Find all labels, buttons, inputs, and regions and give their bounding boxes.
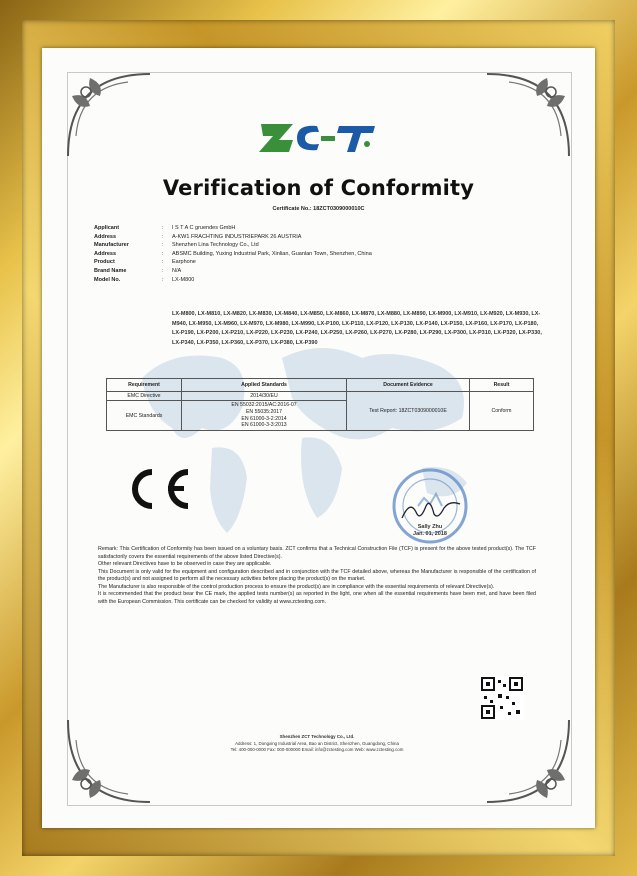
remark-paragraph: The Manufacturer is also responsible of the control production process to ensure the product(s) are in compliance with the essential requirements of relevant Directive(s). (98, 583, 495, 590)
field-value: A-KW1 FRACHTING INDUSTRIEPARK 26 AUSTRIA (172, 233, 302, 240)
certificate-paper (42, 48, 595, 828)
standards-table (106, 378, 534, 431)
zct-logo (257, 118, 382, 158)
field-value: LX-M800 (172, 276, 195, 283)
signed-date: Jan. 01, 2018 (413, 531, 447, 537)
standard-item: EN 61000-3-2:2014 (241, 415, 287, 422)
header-requirement: Requirement (107, 379, 182, 392)
emc-directive-label: EMC Directive (107, 392, 182, 401)
certificate-number: Certificate No.: 18ZCT0309000010C (272, 206, 365, 212)
field-label: Address (94, 250, 117, 257)
field-manufacturer: Manufacturer : Shenzhen Lina Technology Co., Ltd (94, 241, 544, 250)
footer-organization: Shenzhen ZCT Technology Co., Ltd. (279, 734, 355, 739)
field-value: N/A (172, 267, 182, 274)
footer (102, 734, 532, 754)
field-label: Manufacturer (94, 242, 129, 249)
signature-block (390, 524, 470, 538)
field-manufacturer-address: Address : ABSMC Building, Yuxing Industrial Park, Xinlian, Guanlan Town, Shenzhen, China (94, 250, 544, 259)
result-value: Conform (470, 392, 534, 431)
table-header-row (107, 379, 534, 392)
qr-code (480, 676, 524, 720)
field-label: Model No. (94, 276, 121, 283)
field-label: Applicant (94, 225, 120, 231)
field-model-no: Model No. : LX-M800 (94, 276, 544, 285)
footer-contact: Tel: 400-000-0000 Fax: 000-000000 Email: info@zctesting.com Web: www.zctesting.com (230, 747, 404, 752)
certificate-details (94, 224, 544, 284)
corner-ornament-top-right (465, 66, 577, 178)
standard-item: EN 61000-3-3:2013 (241, 422, 287, 429)
header-document-evidence: Document Evidence (347, 379, 470, 392)
field-value: ABSMC Building, Yuxing Industrial Park, Xinlian, Guanlan Town, Shenzhen, China (172, 250, 372, 257)
emc-directive-value: 2014/30/EU (182, 392, 347, 401)
remark-paragraph: Remark: This Certification of Conformity has been issued on a voluntary basis. ZCT confirms that a Technical Construction File (TCF) is present for the above tested product(s). The TCF satisfactorily covers the essential requirements of the above listed Directive(s). (98, 546, 536, 560)
signatory-name: Sally Zhu (417, 524, 443, 530)
document-evidence: Test Report: 18ZCT0309000010E (347, 392, 470, 431)
header-result: Result (470, 379, 534, 392)
header-applied-standards: Applied Standards (182, 379, 347, 392)
field-applicant: Applicant : I S T A C gruendes GmbH (94, 224, 544, 233)
remark-paragraph: Other relevant Directives have to be observed in case they are applicable. (98, 561, 272, 567)
emc-standards-label: EMC Standards (107, 401, 182, 431)
field-label: Address (94, 233, 117, 240)
certificate-title: Verification of Conformity (162, 176, 475, 200)
field-brand-name: Brand Name : N/A (94, 267, 544, 276)
field-applicant-address: Address : A-KW1 FRACHTING INDUSTRIEPARK 26 AUSTRIA (94, 233, 544, 242)
field-label: Product (94, 259, 115, 266)
remark-paragraph: This Document is only valid for the equipment and configuration described and in conjunction with the TCF detailed above, whereas the Manufacturer is responsible of the certification of the product(s) and not assigned to perform all the necessary activities before placing the product(s) on the market. (98, 568, 536, 582)
remarks-section (98, 546, 536, 606)
table-row (107, 392, 534, 401)
signature (398, 496, 464, 524)
model-list: LX-M800, LX-M810, LX-M820, LX-M830, LX-M840, LX-M850, LX-M860, LX-M870, LX-M880, LX-M890, LX-M900, LX-M910, LX-M920, LX-M930, LX-M940, LX-M950, LX-M960, LX-M970, LX-M980, LX-M990, LX-P100, LX-P110, LX-P120, LX-P130, LX-P140, LX-P150, LX-P160, LX-P170, LX-P180, LX-P190, LX-P200, LX-P210, LX-P220, LX-P230, LX-P240, LX-P250, LX-P260, LX-P270, LX-P280, LX-P290, LX-P300, LX-P310, LX-P320, LX-P330, LX-P340, LX-P350, LX-P360, LX-P370, LX-P380, LX-P390 (172, 311, 542, 346)
field-value: Shenzhen Lina Technology Co., Ltd (172, 242, 259, 249)
field-product: Product : Earphone (94, 258, 544, 267)
remark-paragraph: It is recommended that the product bear the CE mark, the applied tests number(s) as reported in the light, one when all the essential requirements have been met, and have been filed with the European Commission. This certificate can be checked for validity at www.zctesting.com. (98, 591, 536, 605)
field-label: Brand Name (94, 267, 127, 274)
field-value: Earphone (172, 259, 196, 266)
corner-ornament-bottom-left (60, 698, 172, 810)
ce-mark (122, 468, 192, 510)
field-value: I S T A C gruendes GmbH (172, 225, 236, 231)
emc-standards-list (182, 401, 347, 431)
standard-item: EN 55032:2015/AC:2016-07 (231, 402, 297, 408)
corner-ornament-top-left (60, 66, 172, 178)
footer-address: Address: 1, Dongxing Industrial Area, Bao an District, Shenzhen, Guangdong, China (235, 740, 399, 746)
standard-item: EN 55035:2017 (245, 408, 283, 415)
